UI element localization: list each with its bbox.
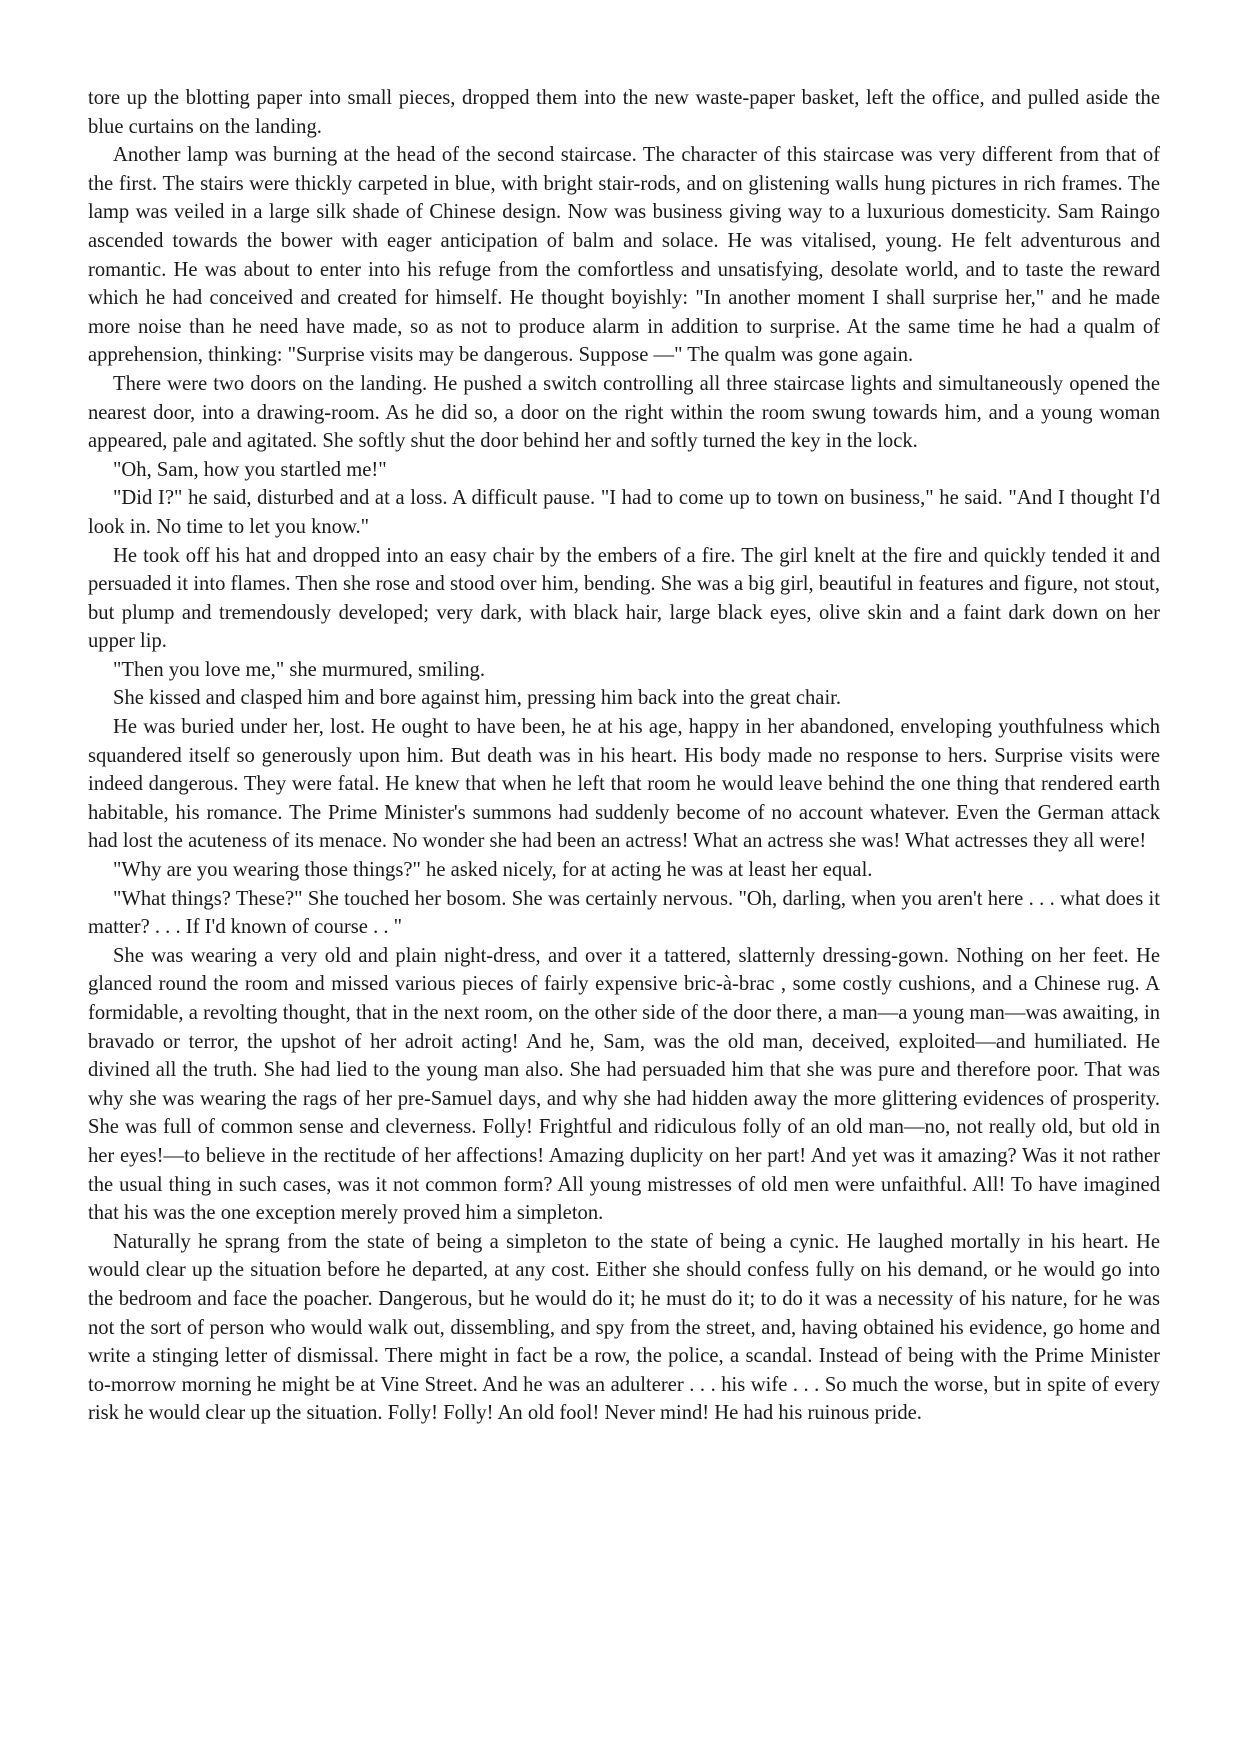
page-body <box>88 84 1160 1428</box>
paragraph-1: tore up the blotting paper into small pieces, dropped them into the new waste-paper basket, left the office, and pulled aside the blue curtains on the landing. <box>88 87 1160 138</box>
paragraph-8: She kissed and clasped him and bore against him, pressing him back into the great chair. <box>113 687 842 710</box>
paragraph-11: "What things? These?" She touched her bosom. She was certainly nervous. "Oh, darling, when you aren't here . . . what does it matter? . . . If I'd known of course . . " <box>88 887 1160 939</box>
paragraph-10: "Why are you wearing those things?" he asked nicely, for at acting he was at least her equal. <box>113 859 873 882</box>
paragraph-7: "Then you love me," she murmured, smiling. <box>113 658 485 681</box>
paragraph-3: There were two doors on the landing. He pushed a switch controlling all three staircase lights and simultaneously opened the nearest door, into a drawing-room. As he did so, a door on the right within the room swung towards him, and a young woman appeared, pale and agitated. She softly shut the door behind her and softly turned the key in the lock. <box>88 372 1160 453</box>
paragraph-4: "Oh, Sam, how you startled me!" <box>113 458 387 481</box>
paragraph-12: She was wearing a very old and plain night-dress, and over it a tattered, slatternly dressing-gown. Nothing on her feet. He glanced round the room and missed various pieces of fairly expensive bric-à-brac , some costly cushions, and a Chinese rug. A formidable, a revolting thought, that in the next room, on the other side of the door there, a man—a young man—was awaiting, in bravado or terror, the upshot of her adroit acting! And he, Sam, was the old man, deceived, exploited—and humiliated. He divined all the truth. She had lied to the young man also. She had persuaded him that she was pure and therefore poor. That was why she was wearing the rags of her pre-Samuel days, and why she had hidden away the more glittering evidences of prosperity. She was full of common sense and cleverness. Folly! Frightful and ridiculous folly of an old man—no, not really old, but old in her eyes!—to believe in the rectitude of her affections! Amazing duplicity on her part! And yet was it amazing? Was it not rather the usual thing in such cases, was it not common form? All young mistresses of old men were unfaithful. All! To have imagined that his was the one exception merely proved him a simpleton. <box>88 944 1160 1225</box>
paragraph-2: Another lamp was burning at the head of the second staircase. The character of this staircase was very different from that of the first. The stairs were thickly carpeted in blue, with bright stair-rods, and on glistening walls hung pictures in rich frames. The lamp was veiled in a large silk shade of Chinese design. Now was business giving way to a luxurious domesticity. Sam Raingo ascended towards the bower with eager anticipation of balm and solace. He was vitalised, young. He felt adventurous and romantic. He was about to enter into his refuge from the comfortless and unsatisfying, desolate world, and to taste the reward which he had conceived and created for himself. He thought boyishly: "In another moment I shall surprise her," and he made more noise than he need have made, so as not to produce alarm in addition to surprise. At the same time he had a qualm of apprehension, thinking: "Surprise visits may be dangerous. Suppose —" The qualm was gone again. <box>88 144 1160 367</box>
paragraph-13: Naturally he sprang from the state of being a simpleton to the state of being a cynic. He laughed mortally in his heart. He would clear up the situation before he departed, at any cost. Either she should confess fully on his demand, or he would go into the bedroom and face the poacher. Dangerous, but he would do it; he must do it; to do it was a necessity of his nature, for he was not the sort of person who would walk out, dissembling, and spy from the street, and, having obtained his evidence, go home and write a stinging letter of dismissal. There might in fact be a row, the police, a scandal. Instead of being with the Prime Minister to-morrow morning he might be at Vine Street. And he was an adulterer . . . his wife . . . So much the worse, but in spite of every risk he would clear up the situation. Folly! Folly! An old fool! Never mind! He had his ruinous pride. <box>88 1230 1160 1425</box>
paragraph-6: He took off his hat and dropped into an easy chair by the embers of a fire. The girl knelt at the fire and quickly tended it and persuaded it into flames. Then she rose and stood over him, bending. She was a big girl, beautiful in features and figure, not stout, but plump and tremendously developed; very dark, with black hair, large black eyes, olive skin and a faint dark down on her upper lip. <box>88 544 1160 653</box>
paragraph-9: He was buried under her, lost. He ought to have been, he at his age, happy in her abandoned, enveloping youthfulness which squandered itself so generously upon him. But death was in his heart. His body made no response to hers. Surprise visits were indeed dangerous. They were fatal. He knew that when he left that room he would leave behind the one thing that rendered earth habitable, his romance. The Prime Minister's summons had suddenly become of no account whatever. Even the German attack had lost the acuteness of its menace. No wonder she had been an actress! What an actress she was! What actresses they all were! <box>88 716 1160 853</box>
paragraph-5: "Did I?" he said, disturbed and at a loss. A difficult pause. "I had to come up to town on business," he said. "And I thought I'd look in. No time to let you know." <box>88 487 1160 538</box>
